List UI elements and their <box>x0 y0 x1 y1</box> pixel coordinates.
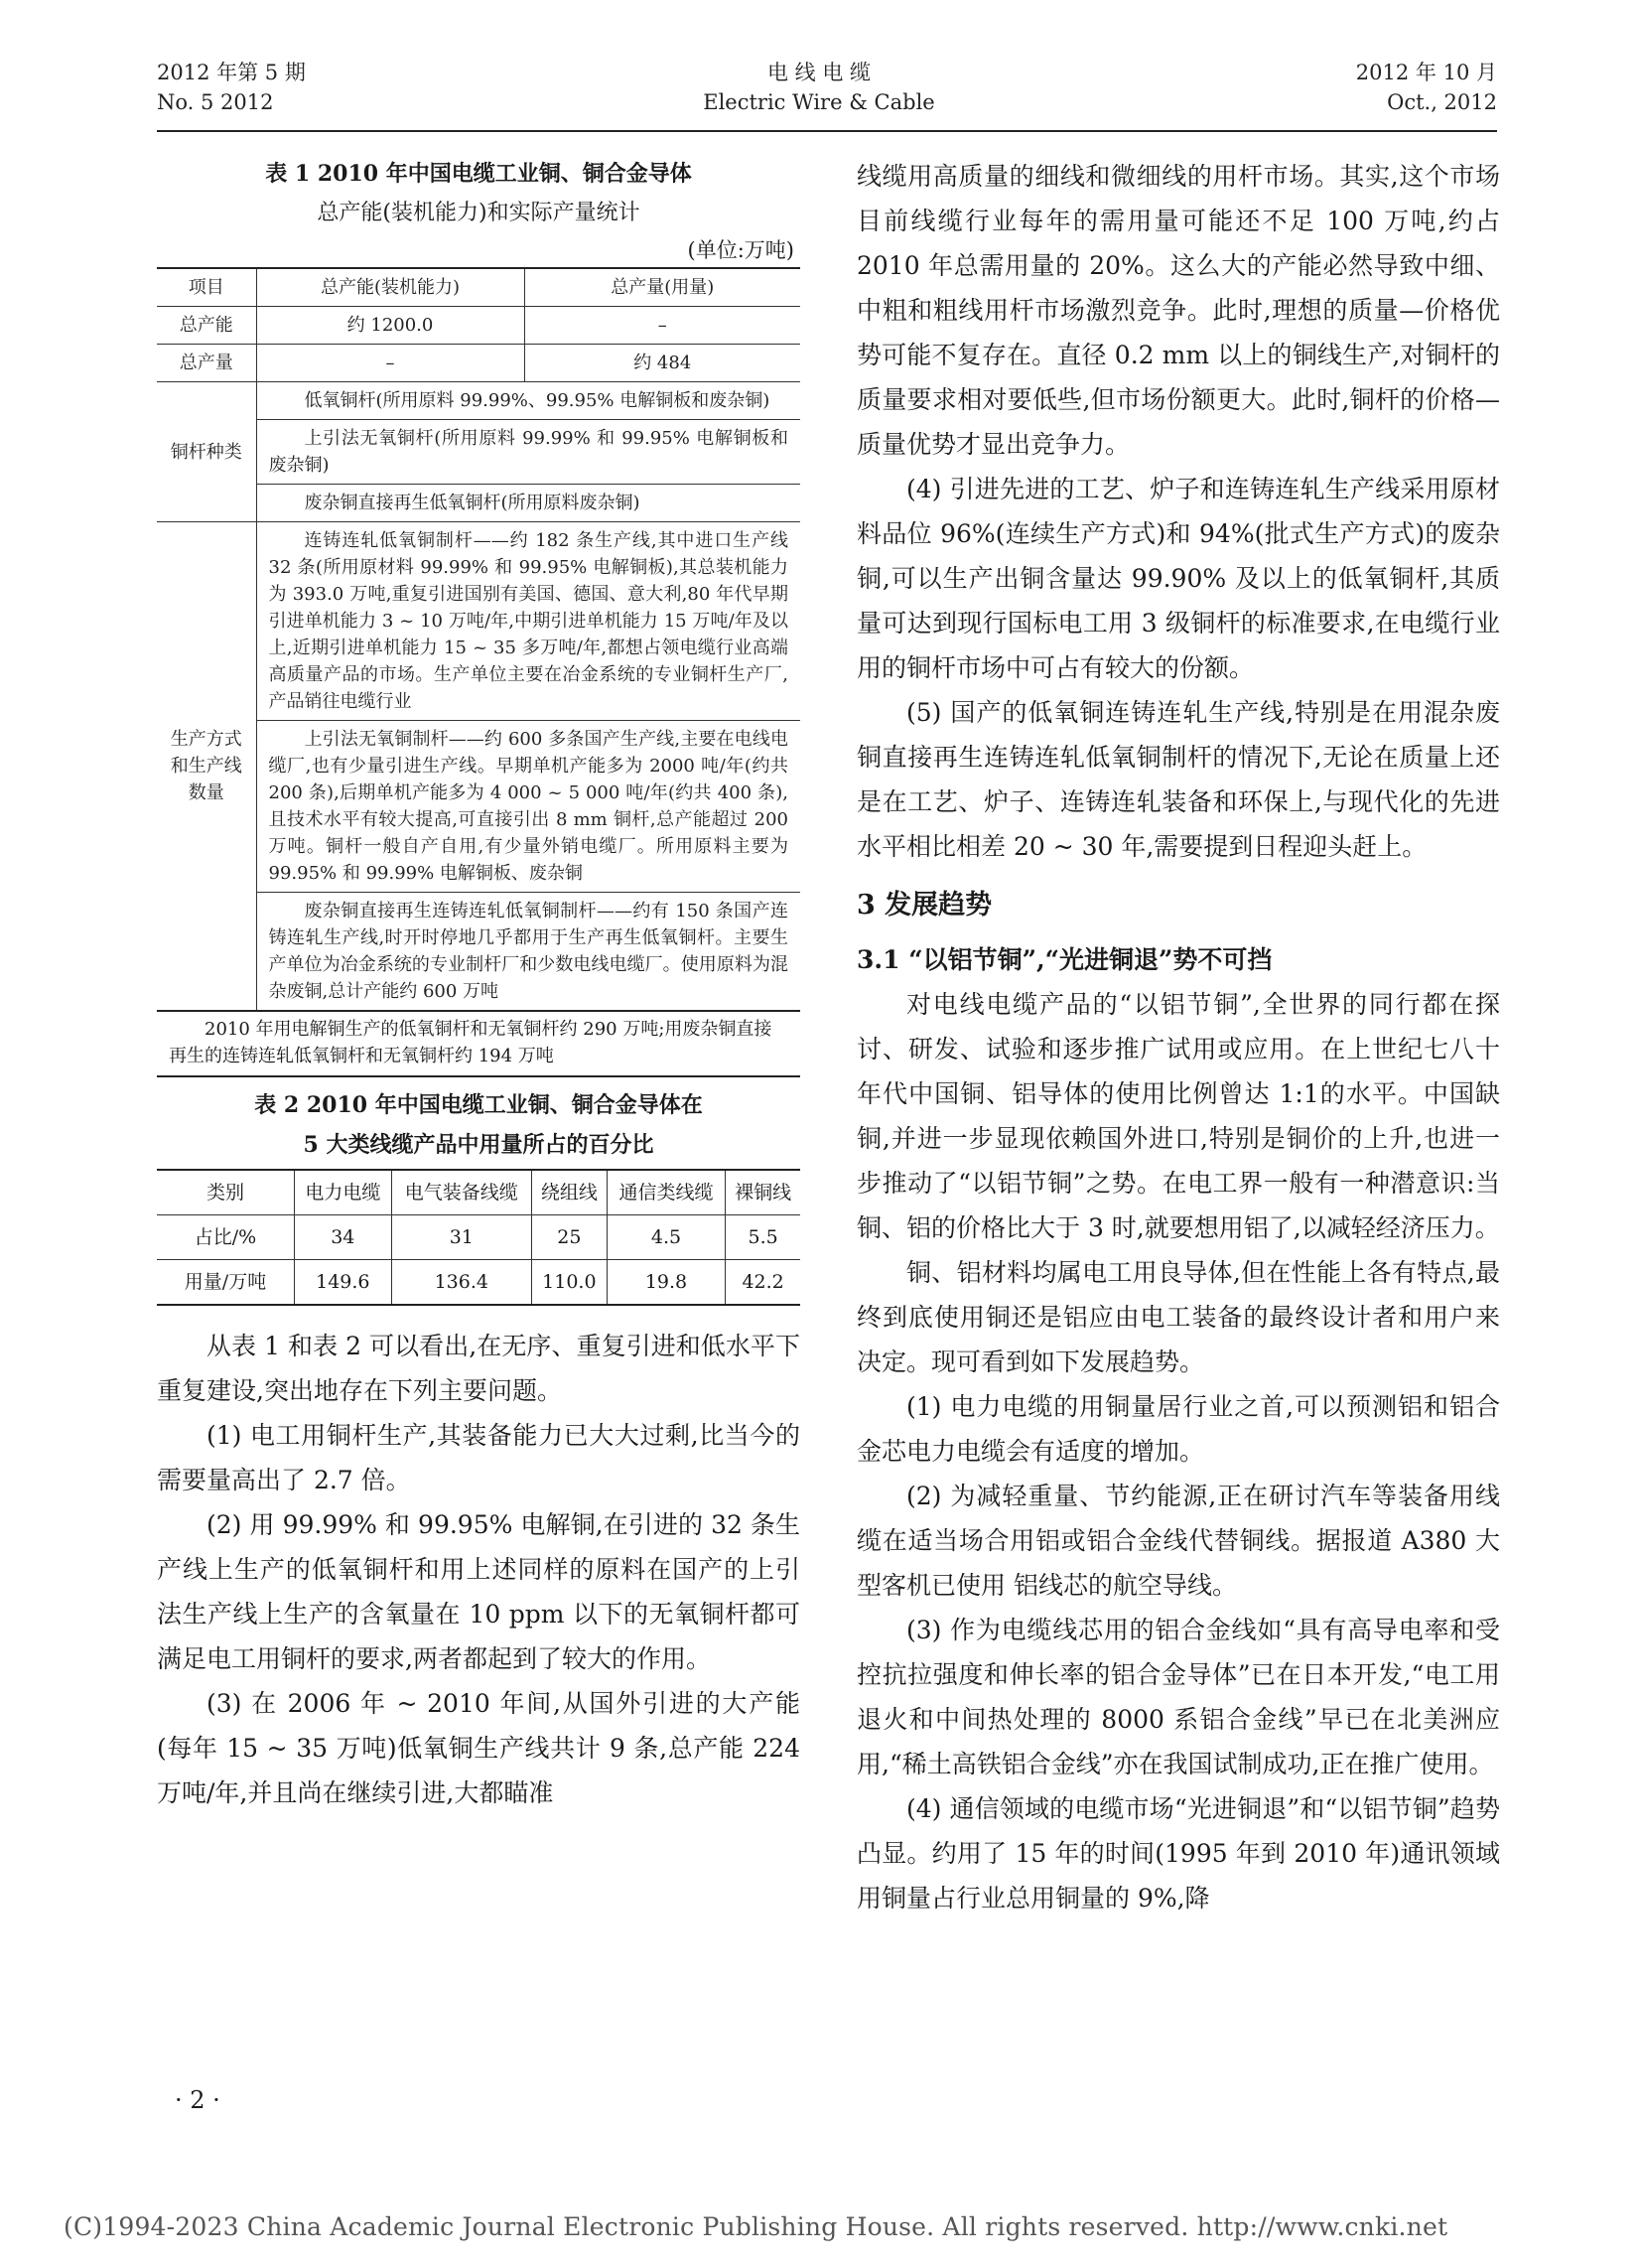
left-column <box>157 154 800 1815</box>
table1-caption-sub: 总产能(装机能力)和实际产量统计 <box>317 201 640 225</box>
section-heading: 3 发展趋势 <box>857 890 993 921</box>
table2-cell: 31 <box>391 1215 531 1260</box>
table1 <box>157 267 800 1012</box>
table2-cell: 4.5 <box>607 1215 725 1260</box>
body-paragraph: (1) 电工用铜杆生产,其装备能力已大大过剩,比当今的需要量高出了 2.7 倍。 <box>157 1421 800 1494</box>
table1-header-cell: 总产量(用量) <box>524 268 800 307</box>
table1-header-row <box>157 268 800 307</box>
table2-row-label: 用量/万吨 <box>157 1260 295 1306</box>
table2-cell: 136.4 <box>391 1260 531 1306</box>
issue-en: No. 5 2012 <box>157 90 274 114</box>
table2-cell: 110.0 <box>531 1260 607 1306</box>
table1-note: 2010 年用电解铜生产的低氧铜杆和无氧铜杆约 290 万吨;用废杂铜直接再生的连铸连轧低氧铜杆和无氧铜杆约 194 万吨 <box>157 1012 800 1077</box>
table1-row-rod-type <box>157 382 800 420</box>
right-column <box>857 154 1500 1920</box>
table2-row-label: 占比/% <box>157 1215 295 1260</box>
body-paragraph: (3) 在 2006 年 ~ 2010 年间,从国外引进的大产能(每年 15 ~ 35 万吨)低氧铜生产线共计 9 条,总产能 224 万吨/年,并且尚在继续引进,大都瞄准 <box>157 1689 800 1807</box>
table1-cell: 低氧铜杆(所用原料 99.99%、99.95% 电解铜板和废杂铜) <box>256 382 800 420</box>
date-en: Oct., 2012 <box>1387 90 1497 114</box>
table2-caption: 表 2 2010 年中国电缆工业铜、铜合金导体在 <box>254 1092 703 1118</box>
journal-title <box>556 58 1082 117</box>
table2-cell: 25 <box>531 1215 607 1260</box>
body-paragraph: (4) 引进先进的工艺、炉子和连铸连轧生产线采用原材料品位 96%(连续生产方式)和 94%(批式生产方式)的废杂铜,可以生产出铜含量达 99.90% 及以上的低氧铜杆,其质量可达到现行国标电工用 3 级铜杆的标准要求,在电缆行业用的铜杆市场中可占有较大的份额。 <box>857 475 1500 682</box>
table2-cell: 42.2 <box>726 1260 800 1306</box>
subsection-heading: 3.1 “以铝节铜”,“光进铜退”势不可挡 <box>857 945 1273 974</box>
issue-label <box>157 58 306 117</box>
table1-row-label: 生产方式和生产线数量 <box>157 522 256 1012</box>
table1-cell: 废杂铜直接再生连铸连轧低氧铜制杆——约有 150 条国产连铸连轧生产线,时开时停地几乎都用于生产再生低氧铜杆。主要生产单位为冶金系统的专业制杆厂和少数电线电缆厂。使用原料为混杂废铜,总计产能约 600 万吨 <box>256 893 800 1012</box>
header-rule <box>157 130 1497 132</box>
table2-cell: 149.6 <box>295 1260 392 1306</box>
table1-unit: (单位:万吨) <box>687 238 794 262</box>
table1-caption: 表 1 2010 年中国电缆工业铜、铜合金导体 <box>265 161 692 187</box>
date-cn: 2012 年 10 月 <box>1355 61 1497 84</box>
left-body <box>157 1324 800 1815</box>
table1-cell: – <box>256 345 524 382</box>
issue-cn: 2012 年第 5 期 <box>157 61 306 84</box>
table2-header-cell: 电力电缆 <box>295 1170 392 1215</box>
table2-row <box>157 1260 800 1306</box>
body-paragraph: 铜、铝材料均属电工用良导体,但在性能上各有特点,最终到底使用铜还是铝应由电工装备的最终设计者和用户来决定。现可看到如下发展趋势。 <box>857 1258 1500 1376</box>
journal-title-cn: 电 线 电 缆 <box>766 61 872 84</box>
table1-row-output <box>157 345 800 382</box>
table1-row-label: 铜杆种类 <box>157 382 256 522</box>
table2-caption-sub: 5 大类线缆产品中用量所占的百分比 <box>303 1132 654 1158</box>
table2-cell: 19.8 <box>607 1260 725 1306</box>
table1-row-label: 总产能 <box>157 307 256 345</box>
body-paragraph: (2) 为减轻重量、节约能源,正在研讨汽车等装备用线缆在适当场合用铝或铝合金线代替铜线。据报道 A380 大型客机已使用 铝线芯的航空导线。 <box>857 1482 1500 1600</box>
body-paragraph: (2) 用 99.99% 和 99.95% 电解铜,在引进的 32 条生产线上生产的低氧铜杆和用上述同样的原料在国产的上引法生产线上生产的含氧量在 10 ppm 以下的无氧铜杆都可满足电工用铜杆的要求,两者都起到了较大的作用。 <box>157 1510 800 1673</box>
table2-header-cell: 通信类线缆 <box>607 1170 725 1215</box>
table1-row-capacity <box>157 307 800 345</box>
table1-header-cell: 项目 <box>157 268 256 307</box>
table2-header-row <box>157 1170 800 1215</box>
body-paragraph: (4) 通信领域的电缆市场“光进铜退”和“以铝节铜”趋势凸显。约用了 15 年的时间(1995 年到 2010 年)通讯领域用铜量占行业总用铜量的 9%,降 <box>857 1794 1500 1913</box>
body-paragraph: 线缆用高质量的细线和微细线的用杆市场。其实,这个市场目前线缆行业每年的需用量可能还不足 100 万吨,约占 2010 年总需用量的 20%。这么大的产能必然导致中细、中粗和粗线用杆市场激烈竞争。此时,理想的质量—价格优势可能不复存在。直径 0.2 mm 以上的铜线生产,对铜杆的质量要求相对要低些,但市场份额更大。此时,铜杆的价格—质量优势才显出竞争力。 <box>857 162 1500 459</box>
table2-header-cell: 类别 <box>157 1170 295 1215</box>
table2-header-cell: 裸铜线 <box>726 1170 800 1215</box>
page-number: · 2 · <box>175 2086 220 2114</box>
table1-cell: 连铸连轧低氧铜制杆——约 182 条生产线,其中进口生产线 32 条(所用原材料 99.99% 和 99.95% 电解铜板),其总装机能力为 393.0 万吨,重复引进国别有美国、德国、意大利,80 年代早期引进单机能力 3 ~ 10 万吨/年,中期引进单机能力 15 万吨/年及以上,近期引进单机能力 15 ~ 35 多万吨/年,都想占领电缆行业高端高质量产品的市场。生产单位主要在冶金系统的专业铜杆生产厂,产品销往电缆行业 <box>256 522 800 721</box>
body-paragraph: (5) 国产的低氧铜连铸连轧生产线,特别是在用混杂废铜直接再生连铸连轧低氧铜制杆的情况下,无论在质量上还是在工艺、炉子、连铸连轧装备和环保上,与现代化的先进水平相比相差 20 ~ 30 年,需要提到日程迎头赶上。 <box>857 698 1500 861</box>
body-paragraph: (1) 电力电缆的用铜量居行业之首,可以预测铝和铝合金芯电力电缆会有适度的增加。 <box>857 1392 1500 1466</box>
table1-cell: 上引法无氧铜杆(所用原料 99.99% 和 99.95% 电解铜板和废杂铜) <box>256 420 800 485</box>
body-paragraph: (3) 作为电缆线芯用的铝合金线如“具有高导电率和受控抗拉强度和伸长率的铝合金导体”已在日本开发,“电工用退火和中间热处理的 8000 系铝合金线”早已在北美洲应用,“稀土高铁铝合金线”亦在我国试制成功,正在推广使用。 <box>857 1616 1500 1778</box>
table2-cell: 5.5 <box>726 1215 800 1260</box>
table2-row <box>157 1215 800 1260</box>
body-paragraph: 对电线电缆产品的“以铝节铜”,全世界的同行都在探讨、研发、试验和逐步推广试用或应用。在上世纪七八十年代中国铜、铝导体的使用比例曾达 1:1的水平。中国缺铜,并进一步显现依赖国外进口,特别是铜价的上升,也进一步推动了“以铝节铜”之势。在电工界一般有一种潜意识:当铜、铝的价格比大于 3 时,就要想用铝了,以减轻经济压力。 <box>857 990 1500 1242</box>
table2-cell: 34 <box>295 1215 392 1260</box>
table1-row-label: 总产量 <box>157 345 256 382</box>
copyright-footer: (C)1994-2023 China Academic Journal Electronic Publishing House. All rights reserved. http://www.cnki.net <box>64 2212 1448 2241</box>
table1-cell: 约 484 <box>524 345 800 382</box>
table1-header-cell: 总产能(装机能力) <box>256 268 524 307</box>
journal-title-en: Electric Wire & Cable <box>703 90 935 114</box>
table1-cell: – <box>524 307 800 345</box>
body-paragraph: 从表 1 和表 2 可以看出,在无序、重复引进和低水平下重复建设,突出地存在下列主要问题。 <box>157 1332 800 1405</box>
table1-row-production <box>157 522 800 721</box>
table2 <box>157 1169 800 1306</box>
table1-cell: 约 1200.0 <box>256 307 524 345</box>
table1-cell: 上引法无氧铜制杆——约 600 多条国产生产线,主要在电线电缆厂,也有少量引进生产线。早期单机产能多为 2000 吨/年(约共 200 条),后期单机产能多为 4 000 ~ 5 000 吨/年(约共 400 条),且技术水平有较大提高,可直接引出 8 mm 铜杆,总产能超过 200 万吨。铜杆一般自产自用,有少量外销电缆厂。所用原料主要为 99.95% 和 99.99% 电解铜板、废杂铜 <box>256 721 800 893</box>
table2-header-cell: 电气装备线缆 <box>391 1170 531 1215</box>
table1-cell: 废杂铜直接再生低氧铜杆(所用原料废杂铜) <box>256 485 800 522</box>
date-label <box>1291 58 1497 117</box>
table2-header-cell: 绕组线 <box>531 1170 607 1215</box>
